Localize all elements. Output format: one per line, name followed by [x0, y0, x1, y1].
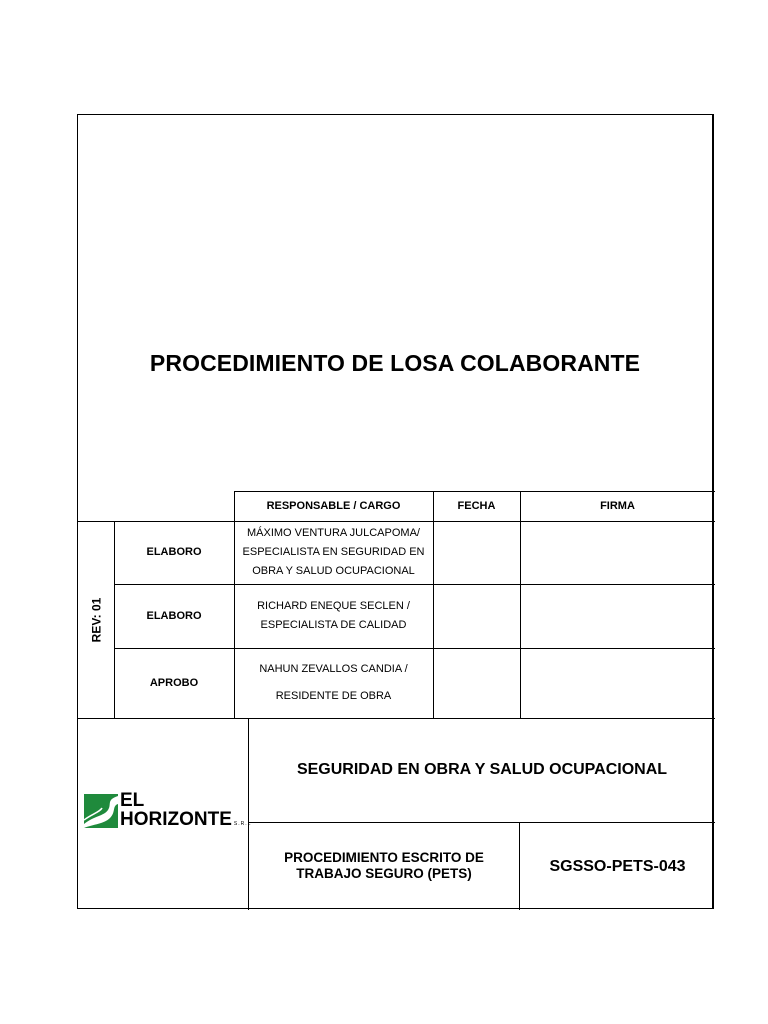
row-3-responsible-line-2: RESIDENTE DE OBRA — [275, 690, 392, 702]
logo-line-2: HORIZONTE — [120, 809, 232, 830]
row-2-date — [433, 584, 520, 648]
row-2-responsible-line-1: RICHARD ENEQUE SECLEN / — [257, 600, 410, 612]
row-3-responsible-line-1: NAHUN ZEVALLOS CANDIA / — [259, 663, 408, 675]
row-1-responsible-line-3: OBRA Y SALUD OCUPACIONAL — [252, 565, 415, 577]
row-3-role: APROBO — [149, 676, 199, 689]
row-3-responsible — [234, 648, 433, 718]
row-1-role: ELABORO — [146, 546, 202, 558]
document-title: PROCEDIMIENTO DE LOSA COLABORANTE — [149, 350, 641, 376]
row-1-responsible — [234, 521, 433, 584]
header-responsible: RESPONSABLE / CARGO — [266, 499, 401, 512]
document-frame — [77, 114, 714, 909]
row-1-date — [433, 521, 520, 584]
row-2-responsible — [234, 584, 433, 648]
row-3-signature — [520, 648, 715, 718]
row-1-signature — [520, 521, 715, 584]
header-signature: FIRMA — [600, 499, 635, 512]
company-logo — [84, 790, 252, 832]
revision-label-cell — [78, 521, 114, 718]
logo-suffix: S.R.L — [233, 821, 252, 827]
row-2-responsible-line-2: ESPECIALISTA DE CALIDAD — [260, 619, 407, 631]
header-date: FECHA — [457, 499, 496, 512]
logo-text — [120, 791, 251, 834]
system-name: SEGURIDAD EN OBRA Y SALUD OCUPACIONAL — [296, 761, 668, 778]
row-2-role: ELABORO — [146, 609, 202, 622]
logo-line-1: EL — [120, 790, 145, 811]
road-logo-icon — [84, 794, 118, 828]
row-1-responsible-line-2: ESPECIALISTA EN SEGURIDAD EN — [242, 546, 425, 558]
row-1-responsible-line-1: MÁXIMO VENTURA JULCAPOMA/ — [247, 527, 420, 539]
document-code: SGSSO-PETS-043 — [549, 857, 686, 875]
row-3-date — [433, 648, 520, 718]
row-2-signature — [520, 584, 715, 648]
procedure-type: PROCEDIMIENTO ESCRITO DE TRABAJO SEGURO (PETS) — [284, 850, 484, 881]
revision-label: REV: 01 — [89, 597, 104, 642]
